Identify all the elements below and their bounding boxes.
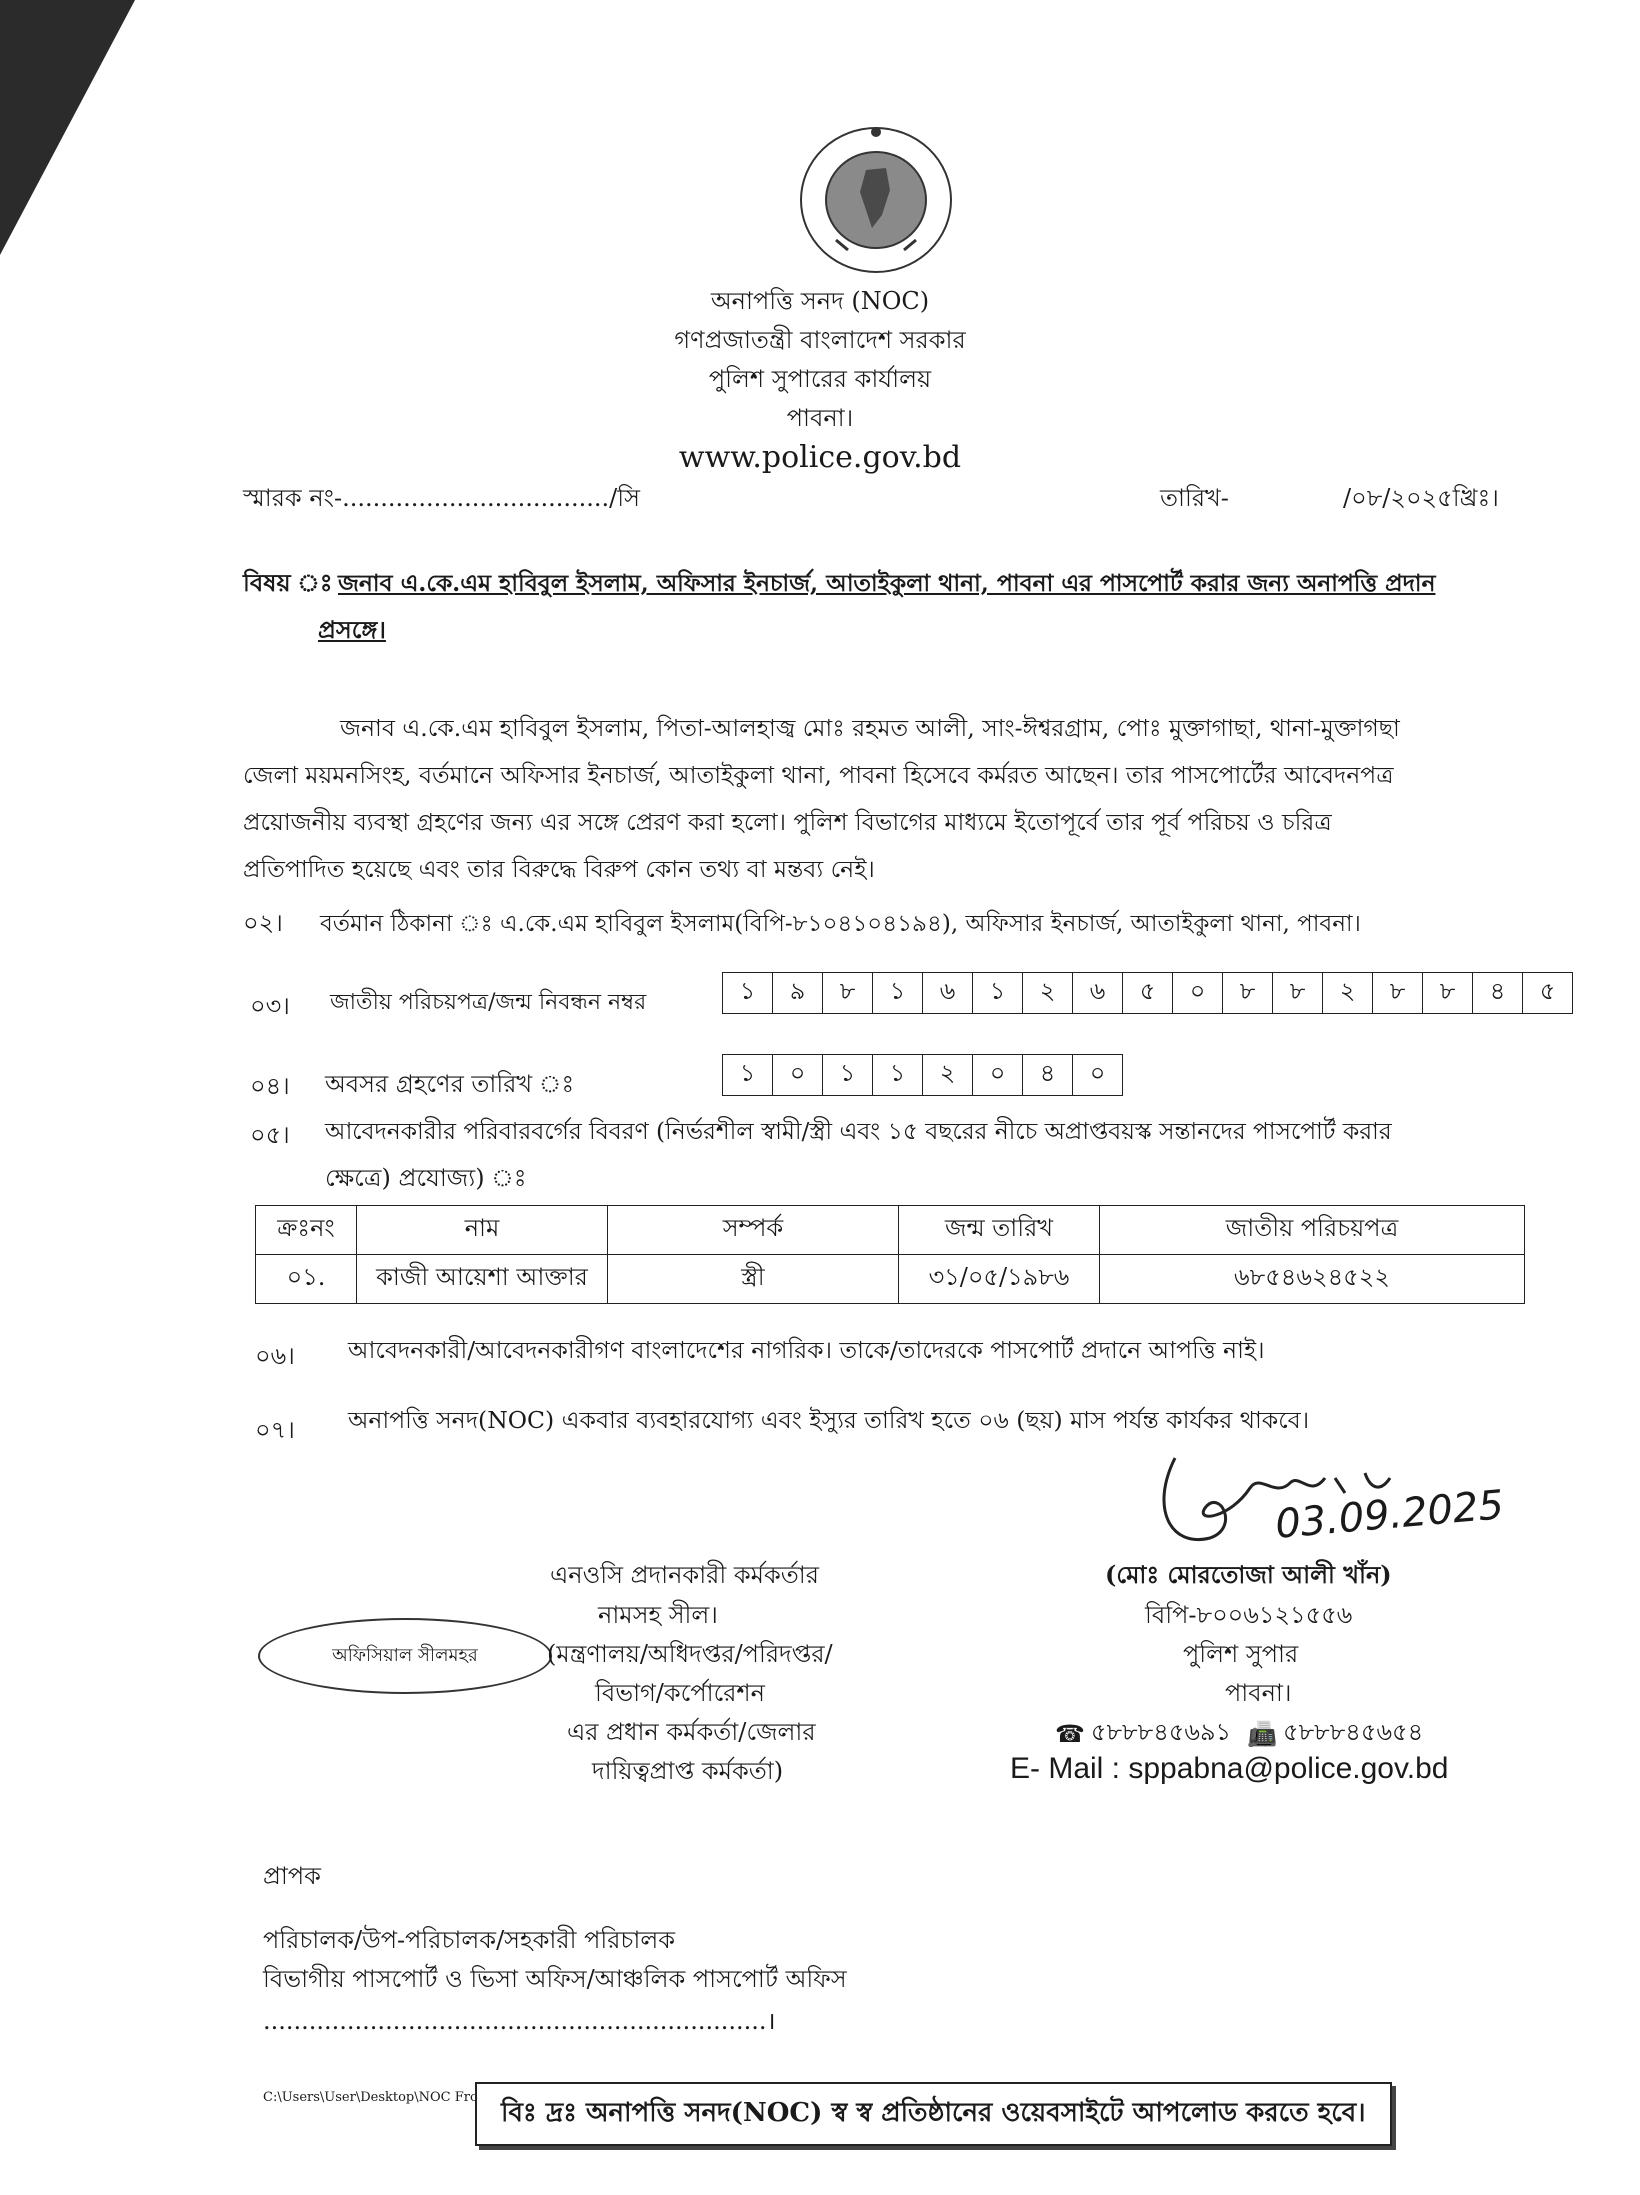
digit-box: ৮ [1273,973,1323,1013]
file-path: C:\Users\User\Desktop\NOC Fro [263,2090,478,2105]
item-05-number: ০৫। [250,1121,290,1149]
digit-box: ১ [873,1055,923,1095]
district-name: পাবনা। [786,404,854,432]
digit-box: ৪ [1473,973,1523,1013]
noc-official-line-3: (মন্ত্রণালয়/অধিদপ্তর/পরিদপ্তর/ [547,1640,833,1668]
phone-icon: ☎ [1055,1720,1085,1748]
item-07-number: ০৭। [255,1416,295,1444]
subject-line-2: প্রসঙ্গে। [318,615,386,644]
col-relation: সম্পর্ক [608,1206,899,1255]
official-seal-oval [258,1618,552,1694]
digit-box: ০ [973,1055,1023,1095]
item-03-number: ০৩। [250,992,290,1020]
digit-box: ৮ [1423,973,1473,1013]
digit-box: ১ [973,973,1023,1013]
cell-name: কাজী আয়েশা আক্তার [357,1255,608,1304]
table-row [256,1255,1525,1304]
body-line-3: প্রয়োজনীয় ব্যবস্থা গ্রহণের জন্য এর সঙ্গে প্রেরণ করা হলো। পুলিশ বিভাগের মাধ্যমে ইতোপূর্বে তার পূর্ব পরিচয় ও চরিত্র [243,808,1332,836]
cell-nid: ৬৮৫৪৬২৪৫২২ [1100,1255,1525,1304]
recipient-line-3: ..................................................................। [263,2007,776,2035]
digit-box: ৫ [1539,977,1556,1005]
digit-box: ০ [1089,1059,1106,1087]
official-seal-label: অফিসিয়াল সীলমহর [332,1644,478,1666]
retirement-date-boxes [722,1054,1123,1096]
digit-box: ১ [873,973,923,1013]
digit-box: ৬ [1073,973,1123,1013]
digit-box: ৬ [923,973,973,1013]
family-table [255,1205,1525,1304]
memo-date-label: তারিখ- [1160,484,1229,512]
email-line[interactable]: E- Mail : sppabna@police.gov.bd [1010,1752,1449,1785]
digit-box: ৮ [823,973,873,1013]
digit-box: ৫ [1123,973,1173,1013]
website-link[interactable]: www.police.gov.bd [678,440,962,475]
signatory-designation: পুলিশ সুপার [1183,1640,1299,1668]
digit-box: ৮ [1223,973,1273,1013]
digit-box: ২ [1323,973,1373,1013]
government-seal [786,120,966,280]
nid-number-boxes [722,972,1573,1014]
memo-ref: স্মারক নং-.................................../সি [243,484,640,512]
col-name: নাম [357,1206,608,1255]
signatory-bp: বিপি-৮০০৬১২১৫৫৬ [1145,1601,1353,1629]
cell-serial: ০১. [256,1255,357,1304]
noc-official-line-2: নামসহ সীল। [598,1601,718,1629]
signatory-place: পাবনা। [1225,1679,1292,1707]
digit-box: ২ [1023,973,1073,1013]
scan-corner-shadow [0,0,140,260]
item-02-address: বর্তমান ঠিকানা ঃ এ.কে.এম হাবিবুল ইসলাম(বিপি-৮১০৪১০৪১৯৪), অফিসার ইনচার্জ, আতাইকুলা থানা, পাবনা। [320,911,1361,937]
item-05-line-1: আবেদনকারীর পরিবারবর্গের বিবরণ (নির্ভরশীল স্বামী/স্ত্রী এবং ১৫ বছরের নীচে অপ্রাপ্তবয়স্ক সন্তানদের পাসপোর্ট করার [325,1118,1392,1145]
subject-line-1: জনাব এ.কে.এম হাবিবুল ইসলাম, অফিসার ইনচার্জ, আতাইকুলা থানা, পাবনা এর পাসপোর্ট করার জন্য অনাপত্তি প্রদান [338,570,1436,597]
item-07-text: অনাপত্তি সনদ(NOC) একবার ব্যবহারযোগ্য এবং ইস্যুর তারিখ হতে ০৬ (ছয়) মাস পর্যন্ত কার্যকর থাকবে। [348,1406,1310,1434]
cell-birthdate: ৩১/০৫/১৯৮৬ [899,1255,1100,1304]
body-line-1: জনাব এ.কে.এম হাবিবুল ইসলাম, পিতা-আলহাজ্ব মোঃ রহমত আলী, সাং-ঈশ্বরগ্রাম, পোঃ মুক্তাগাছা, থানা-মুক্তাগছা [340,714,1400,742]
digit-box: ৪ [1023,1055,1073,1095]
col-serial: ক্রঃনং [256,1206,357,1255]
subject-label: বিষয় ঃ [243,568,333,597]
digit-box: ১ [723,973,773,1013]
recipient-line-2: বিভাগীয় পাসপোর্ট ও ভিসা অফিস/আঞ্চলিক পাসপোর্ট অফিস [263,1965,847,1993]
item-06-text: আবেদনকারী/আবেদনকারীগণ বাংলাদেশের নাগরিক। তাকে/তাদেরকে পাসপোর্ট প্রদানে আপত্তি নাই। [348,1336,1265,1364]
signatory-name: (মোঃ মোরতোজা আলী খাঁন) [1105,1560,1392,1589]
col-birthdate: জন্ম তারিখ [899,1206,1100,1255]
footer-note: বিঃ দ্রঃ অনাপত্তি সনদ(NOC) স্ব স্ব প্রতিষ্ঠানের ওয়েবসাইটে আপলোড করতে হবে। [475,2082,1392,2146]
contact-line [1055,1714,1423,1754]
handwritten-date: 03.09.2025 [1273,1482,1506,1548]
body-line-4: প্রতিপাদিত হয়েছে এবং তার বিরুদ্ধে বিরুপ কোন তথ্য বা মন্তব্য নেই। [243,855,875,883]
digit-box: ২ [923,1055,973,1095]
digit-box: ১ [723,1055,773,1095]
fax-number: ৫৮৮৮৪৫৬৫৪ [1283,1718,1424,1746]
noc-official-line-6: দায়িত্বপ্রাপ্ত কর্মকর্তা) [592,1757,784,1785]
noc-official-line-4: বিভাগ/কর্পোরেশন [595,1679,765,1707]
cell-relation: স্ত্রী [608,1255,899,1304]
digit-box: ৮ [1373,973,1423,1013]
item-05-line-2: ক্ষেত্রে) প্রযোজ্য) ঃ [325,1164,527,1192]
office-name: পুলিশ সুপারের কার্যালয় [708,365,932,393]
item-04-number: ০৪। [250,1072,290,1100]
government-name: গণপ্রজাতন্ত্রী বাংলাদেশ সরকার [674,326,966,354]
body-line-2: জেলা ময়মনসিংহ, বর্তমানে অফিসার ইনচার্জ, আতাইকুলা থানা, পাবনা হিসেবে কর্মরত আছেন। তার পাসপোর্টের আবেদনপত্র [243,761,1394,789]
noc-title: অনাপত্তি সনদ (NOC) [710,287,930,315]
digit-box: ০ [773,1055,823,1095]
col-nid: জাতীয় পরিচয়পত্র [1100,1206,1525,1255]
digit-box: ১ [823,1055,873,1095]
item-04-label: অবসর গ্রহণের তারিখ ঃ [325,1070,575,1098]
recipient-line-1: পরিচালক/উপ-পরিচালক/সহকারী পরিচালক [263,1926,676,1954]
item-03-label: জাতীয় পরিচয়পত্র/জন্ম নিবন্ধন নম্বর [330,990,647,1015]
noc-official-line-1: এনওসি প্রদানকারী কর্মকর্তার [550,1561,819,1589]
digit-box: ৯ [773,973,823,1013]
item-06-number: ০৬। [255,1342,295,1370]
noc-official-line-5: এর প্রধান কর্মকর্তা/জেলার [567,1718,816,1746]
phone-number: ৫৮৮৮৪৫৬৯১ [1090,1718,1232,1746]
recipient-label: প্রাপক [263,1862,321,1890]
memo-date-value: /০৮/২০২৫খ্রিঃ। [1343,484,1499,512]
family-table-header [256,1206,1525,1255]
fax-icon: 📠 [1247,1720,1277,1748]
item-02-number: ০২। [243,909,283,937]
digit-box: ০ [1173,973,1223,1013]
